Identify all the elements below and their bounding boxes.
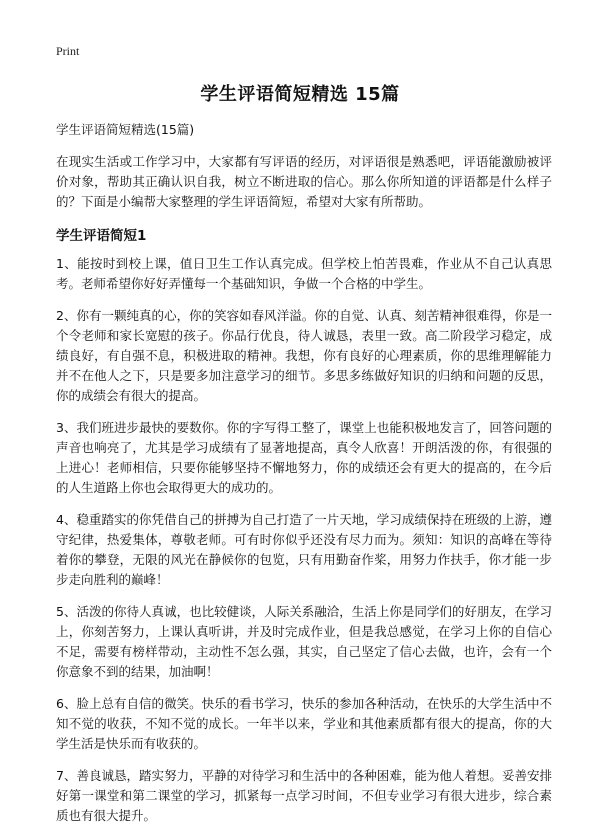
comment-item-1: 1、能按时到校上课，值日卫生工作认真完成。但学校上怕苦畏难，作业从不自己认真思考。老师希望你好好弄懂每一个基础知识，争做一个合格的中学生。 (56, 256, 552, 291)
intro-paragraph: 在现实生活或工作学习中，大家都有写评语的经历，对评语很是熟悉吧，评语能激励被评价对象，帮助其正确认识自我，树立不断进取的信心。那么你所知道的评语都是什么样子的？下面是小编帮大家整理的学生评语简短，希望对大家有所帮助。 (56, 154, 552, 209)
comment-item-4: 4、稳重踏实的你凭借自己的拼搏为自己打造了一片天地，学习成绩保持在班级的上游，遵守纪律，热爱集体，尊敬老师。可有时你似乎还没有尽力而为。须知：知识的高峰在等待着你的攀登，无限的风光在静候你的包览，只有用勤奋作桨，用努力作扶手，你才能一步步走向胜利的巅峰！ (56, 512, 552, 587)
section-heading: 学生评语简短1 (56, 228, 147, 244)
comment-item-5: 5、活泼的你待人真诚，也比较健谈，人际关系融洽，生活上你是同学们的好朋友，在学习上，你刻苦努力，上课认真听讲，并及时完成作业，但是我总感觉，在学习上你的自信心不足，需要有榜样带动，主动性不怎么强，其实，自己坚定了信心去做，也许，会有一个你意象不到的结果，加油啊！ (56, 604, 552, 679)
comment-item-6: 6、脸上总有自信的微笑。快乐的看书学习，快乐的参加各种活动，在快乐的大学生活中不知不觉的收获，不知不觉的成长。一年半以来，学业和其他素质都有很大的提高，你的大学生活是快乐而有收获的。 (56, 696, 552, 751)
comment-item-3: 3、我们班进步最快的要数你。你的字写得工整了，课堂上也能积极地发言了，回答问题的声音也响亮了，尤其是学习成绩有了显著地提高，真令人欣喜！开朗活泼的你，有很强的上进心！老师相信，只要你能够坚持不懈地努力，你的成绩还会有更大的提高的，在今后的人生道路上你也会取得更大的成功的。 (56, 420, 552, 495)
comment-item-7: 7、善良诚恳，踏实努力，平静的对待学习和生活中的各种困难，能为他人着想。妥善安排好第一课堂和第二课堂的学习，抓紧每一点学习时间，不但专业学习有很大进步，综合素质也有很大提升。 (56, 768, 552, 823)
print-link[interactable]: Print (56, 44, 80, 58)
article-body (56, 120, 552, 838)
article-subtitle: 学生评语简短精选(15篇) (56, 122, 195, 137)
page-title: 学生评语简短精选 15篇 (200, 84, 400, 105)
comment-item-2: 2、你有一颗纯真的心，你的笑容如春风洋溢。你的自觉、认真、刻苦精神很难得，你是一个令老师和家长宽慰的孩子。你品行优良，待人诚恳，表里一致。高二阶段学习稳定，成绩良好，有自强不息，积极进取的精神。我想，你有良好的心理素质，你的思维理解能力并不在他人之下，只是要多加注意学习的细节。多思多练做好知识的归纳和问题的反思，你的成绩会有很大的提高。 (56, 308, 552, 403)
